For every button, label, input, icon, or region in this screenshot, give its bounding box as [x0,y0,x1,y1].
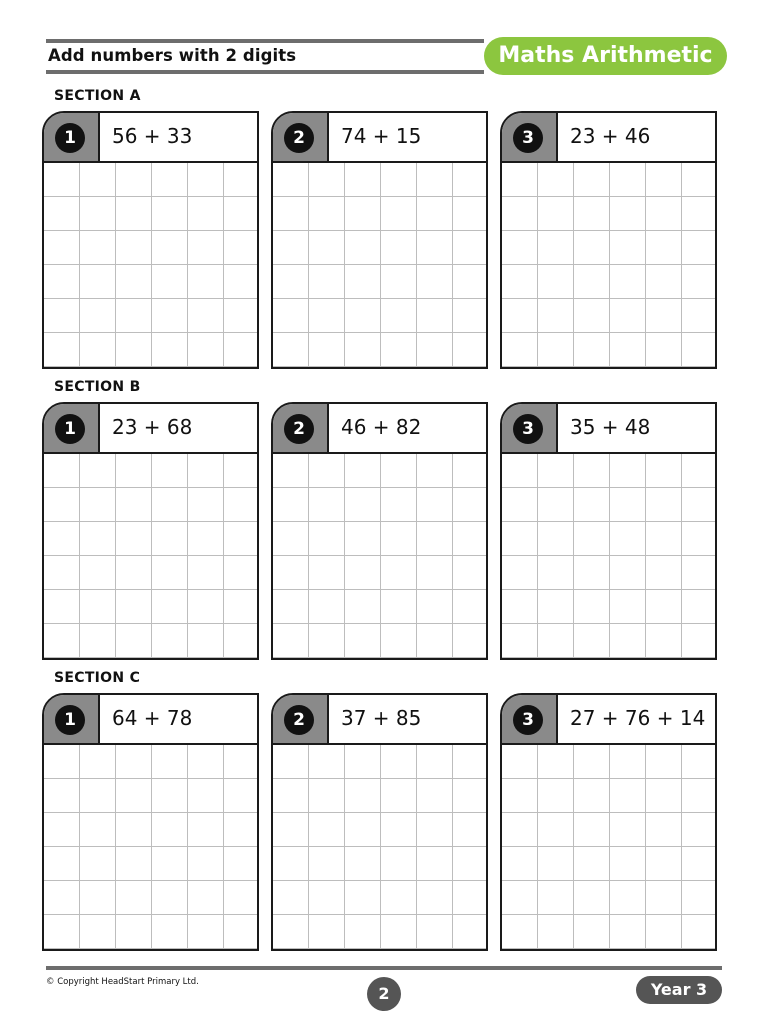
problem-expression: 46 + 82 [341,415,422,439]
problem-expression: 64 + 78 [112,706,193,730]
problem-expression: 27 + 76 + 14 [570,706,706,730]
working-grid[interactable] [44,454,257,658]
number-tab [502,404,558,452]
number-tab [44,695,100,743]
problem-header [44,404,257,454]
problem-expression: 56 + 33 [112,124,193,148]
problem-expression: 74 + 15 [341,124,422,148]
number-tab [273,113,329,161]
working-grid[interactable] [273,745,486,949]
problem-number: 1 [55,414,85,444]
problem-card-a2 [271,111,488,369]
problem-number: 2 [284,414,314,444]
problem-expression: 23 + 46 [570,124,651,148]
working-grid[interactable] [502,454,715,658]
problem-number: 3 [513,705,543,735]
subject-badge: Maths Arithmetic [484,37,727,75]
problem-card-c2 [271,693,488,951]
problem-number: 3 [513,123,543,153]
working-grid[interactable] [502,163,715,367]
copyright-notice: © Copyright HeadStart Primary Ltd. [46,977,199,987]
problem-number: 1 [55,705,85,735]
section-a-label: SECTION A [54,88,141,104]
problem-card-a3 [500,111,717,369]
number-tab [44,404,100,452]
problem-header [273,404,486,454]
year-badge: Year 3 [636,976,722,1004]
section-c-label: SECTION C [54,670,141,686]
page-number: 2 [367,977,401,1011]
problem-header [44,695,257,745]
working-grid[interactable] [44,745,257,949]
header-rule-bottom [46,70,484,74]
problem-card-b3 [500,402,717,660]
number-tab [273,695,329,743]
problem-header [44,113,257,163]
problem-expression: 37 + 85 [341,706,422,730]
problem-number: 3 [513,414,543,444]
problem-card-c3 [500,693,717,951]
working-grid[interactable] [273,454,486,658]
problem-card-b2 [271,402,488,660]
number-tab [273,404,329,452]
number-tab [502,695,558,743]
working-grid[interactable] [273,163,486,367]
section-b-label: SECTION B [54,379,141,395]
number-tab [44,113,100,161]
problem-number: 1 [55,123,85,153]
problem-card-a1 [42,111,259,369]
working-grid[interactable] [502,745,715,949]
problem-expression: 35 + 48 [570,415,651,439]
problem-header [502,404,715,454]
problem-number: 2 [284,123,314,153]
worksheet-title: Add numbers with 2 digits [48,46,297,65]
working-grid[interactable] [44,163,257,367]
problem-card-c1 [42,693,259,951]
problem-header [273,113,486,163]
problem-header [502,113,715,163]
problem-number: 2 [284,705,314,735]
header-rule-top [46,39,484,43]
problem-header [273,695,486,745]
problem-expression: 23 + 68 [112,415,193,439]
number-tab [502,113,558,161]
problem-card-b1 [42,402,259,660]
footer-rule [46,966,722,970]
problem-header [502,695,715,745]
